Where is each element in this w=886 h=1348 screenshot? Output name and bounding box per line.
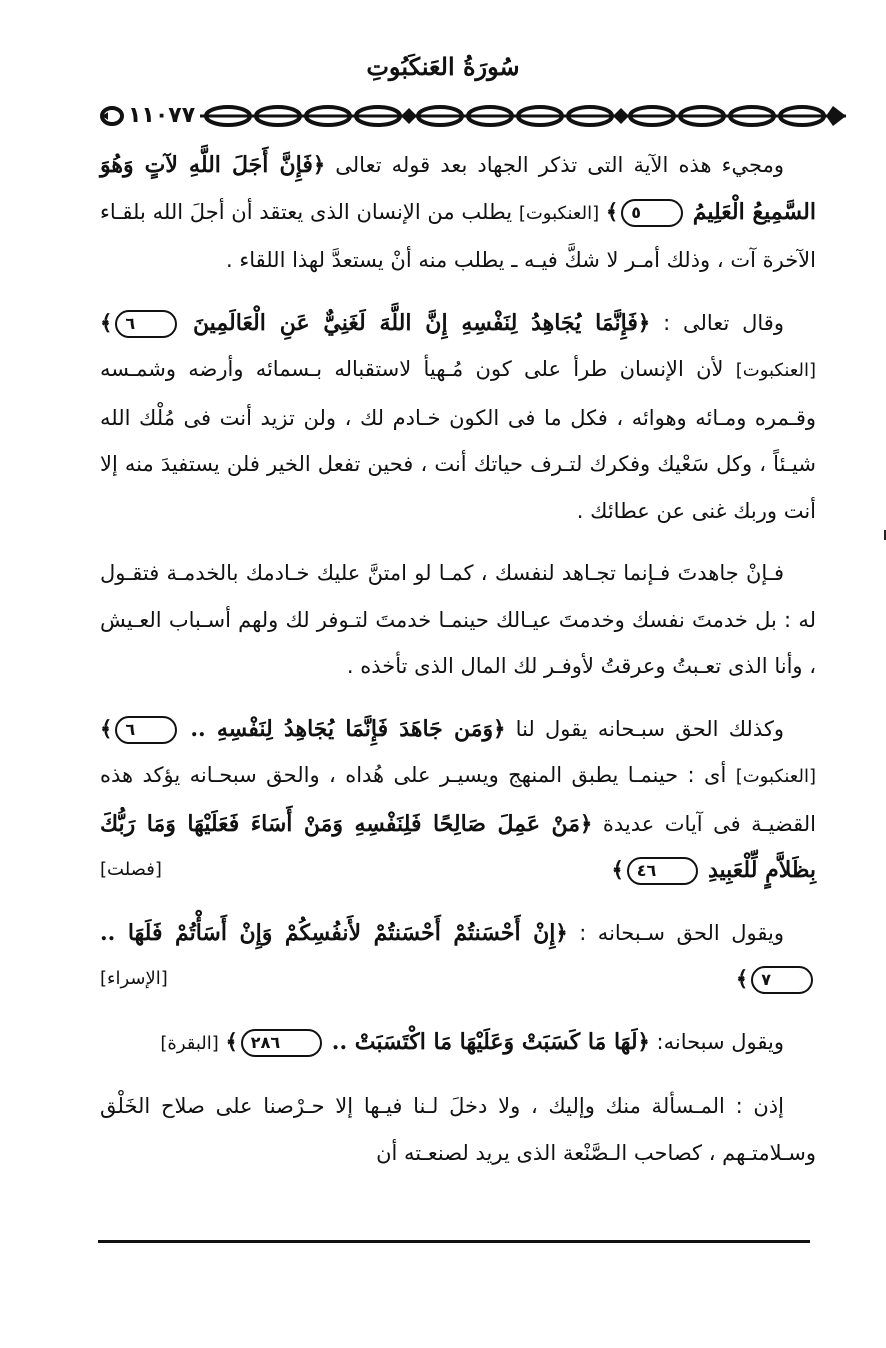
surah-reference: [العنكبوت]	[735, 360, 816, 381]
ornate-bracket-close: ﴾	[225, 1028, 238, 1054]
verse-number-badge: ٢٨٦	[241, 1029, 322, 1057]
ornate-bracket-open: ﴿	[637, 309, 651, 335]
surah-reference: [العنكبوت]	[518, 202, 600, 224]
ornate-bracket-close: ﴾	[611, 857, 624, 882]
footer-rule	[98, 1240, 810, 1243]
paragraph-5: ويقول الحق سـبحانه : ﴿إِنْ أَحْسَنتُمْ أَحْسَنتُمْ لأَنفُسِكُمْ وَإِنْ أَسَأْتُمْ فَلَهَا .. ٧﴾ [الإسراء]	[100, 910, 816, 1003]
paragraph-6: ويقول سبحانه: ﴿لَهَا مَا كَسَبَتْ وَعَلَيْهَا مَا اكْتَسَبَتْ .. ٢٨٦﴾ [البقرة]	[160, 1028, 784, 1055]
ornate-bracket-open: ﴿	[555, 919, 568, 945]
ornate-bracket-open: ﴿	[580, 810, 593, 836]
verse-number-badge: ٥	[621, 199, 683, 227]
verse-number-badge: ٧	[751, 966, 813, 994]
ornate-bracket-open: ﴿	[312, 152, 326, 177]
page-number: ١١٠٧٧	[124, 100, 199, 132]
quran-verse: وَمَن جَاهَدَ فَإِنَّمَا يُجَاهِدُ لِنَفْسِهِ ..	[190, 715, 494, 742]
paragraph-3: فـإنْ جاهدتَ فـإنما تجـاهد لنفسك ، كمـا لو امتنَّ عليك خـادمك بالخدمـة فتقـول له : بل خدمتَ نفسك وخدمتَ عيـالك حينمـا خدمتَ لتـوفر لك ولهم أسـباب العـيش ، وأنا الذى تعـبتُ وعرقتُ لأوفـر لك المال الذى تأخذه .	[100, 561, 816, 678]
ornate-bracket-close: ﴾	[735, 966, 749, 991]
surah-reference: [العنكبوت]	[735, 766, 816, 787]
ornamental-header-band	[100, 96, 848, 136]
verse-number-badge: ٦	[115, 310, 177, 338]
quran-verse: لَهَا مَا كَسَبَتْ وَعَلَيْهَا مَا اكْتَسَبَتْ ..	[331, 1028, 638, 1055]
ornate-bracket-close: ﴾	[100, 715, 113, 741]
surah-title: سُورَةُ العَنكَبُوتِ	[366, 52, 520, 81]
page-body	[100, 142, 816, 1176]
ornate-bracket-open: ﴿	[637, 1028, 650, 1054]
paragraph-7: إذن : المـسألة منك وإليك ، ولا دخلَ لـنا فيـها إلا حـرْصنا على صلاح الخَلْق وسـلامتـهم ، كصاحب الـصَّنْعة الذى يريد لصنعـته أن	[100, 1094, 816, 1165]
paragraph-1: ومجيء هذه الآية التى تذكر الجهاد بعد قوله تعالى ﴿فَإِنَّ أَجَلَ اللَّهِ لآتٍ وَهُوَ السَّمِيعُ الْعَلِيمُ ٥﴾ [العنكبوت] يطلب من الإنسان الذى يعتقد أن أجلَ الله بلقـاء الآخرة آت ، وذلك أمـر لا شكَّ فيـه ـ يطلب منه أنْ يستعدَّ لهذا اللقاء .	[100, 152, 816, 272]
ornate-bracket-close: ﴾	[605, 198, 619, 224]
surah-reference: [البقرة]	[160, 1032, 219, 1054]
ornate-bracket-close: ﴾	[100, 309, 113, 335]
ornate-bracket-open: ﴿	[493, 715, 506, 741]
quran-verse: فَإِنَّ أَجَلَ اللَّهِ لآتٍ وَهُوَ السَّمِيعُ الْعَلِيمُ	[100, 152, 816, 225]
verse-number-badge: ٤٦	[627, 857, 699, 885]
surah-reference: [فصلت]	[100, 859, 162, 880]
surah-reference: [الإسراء]	[100, 968, 168, 989]
quran-verse: مَنْ عَمِلَ صَالِحًا فَلِنَفْسِهِ وَمَنْ أَسَاءَ فَعَلَيْهَا وَمَا رَبُّكَ بِظَلاَّمٍ لِّلْعَبِيدِ	[100, 810, 816, 883]
quran-verse: فَإِنَّمَا يُجَاهِدُ لِنَفْسِهِ إِنَّ اللَّهَ لَغَنِيٌّ عَنِ الْعَالَمِينَ	[192, 309, 638, 336]
paragraph-4: وكذلك الحق سبـحانه يقول لنا ﴿وَمَن جَاهَدَ فَإِنَّمَا يُجَاهِدُ لِنَفْسِهِ .. ٦﴾ [العنكبوت] أى : حينمـا يطبق المنهج ويسيـر على هُداه ، والحق سبحـانه يؤكد هذه القضيـة فى آيات عديدة ﴿مَنْ عَمِلَ صَالِحًا فَلِنَفْسِهِ وَمَنْ أَسَاءَ فَعَلَيْهَا وَمَا رَبُّكَ بِظَلاَّمٍ لِّلْعَبِيدِ ٤٦﴾ [فصلت]	[100, 706, 816, 894]
paragraph-2: وقال تعالى : ﴿فَإِنَّمَا يُجَاهِدُ لِنَفْسِهِ إِنَّ اللَّهَ لَغَنِيٌّ عَنِ الْعَالَمِينَ ٦﴾ [العنكبوت] لأن الإنسان طرأ على كون مُـهيأ لاستقباله بـسمائه وأرضه وشمـسه وقـمره ومـائه وهوائه ، فكل ما فى الكون خـادم لك ، ولن تزيد أنت فى مُلْك الله شيـئاً ، وكل سَعْيك وفكرك لتـرف حياتك أنت ، فحين تفعل الخير فلن يستفيدَ منه إلا أنت وربك غنى عن عطائك .	[100, 309, 816, 523]
quran-verse: إِنْ أَحْسَنتُمْ أَحْسَنتُمْ لأَنفُسِكُمْ وَإِنْ أَسَأْتُمْ فَلَهَا ..	[100, 919, 556, 946]
verse-number-badge: ٦	[115, 716, 177, 744]
